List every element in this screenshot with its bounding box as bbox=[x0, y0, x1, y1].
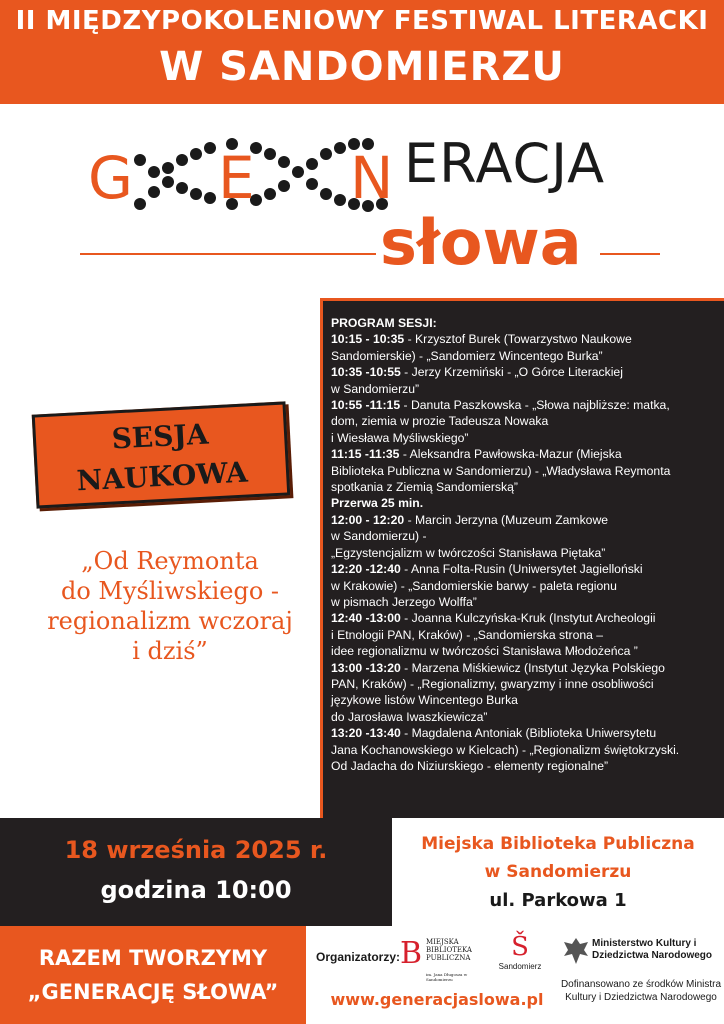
event-place bbox=[392, 818, 724, 926]
quote-line-4: i dziś” bbox=[132, 637, 208, 665]
event-info-bar bbox=[0, 818, 724, 926]
entry-time: 13:20 -13:40 bbox=[331, 726, 401, 741]
entry-text: i Etnologii PAN, Kraków) - „Sandomierska strona – bbox=[331, 627, 604, 642]
program-entry bbox=[331, 331, 716, 364]
entry-text: w Sandomierzu) - bbox=[331, 529, 427, 544]
organizers-label: Organizatorzy: bbox=[316, 950, 401, 964]
place-name-line-2: w Sandomierzu bbox=[484, 862, 632, 882]
entry-text: Sandomierskie) - „Sandomierz Wincentego Burka” bbox=[331, 348, 603, 363]
entry-text: - Magdalena Antoniak (Biblioteka Uniwersytetu bbox=[400, 726, 657, 741]
program-entry bbox=[331, 512, 716, 561]
entry-text: dom, ziemia w prozie Tadeusza Nowaka bbox=[331, 414, 549, 429]
sandomierz-logo-text: Sandomierz bbox=[498, 962, 542, 971]
entry-text: - Marzena Miśkiewicz (Instytut Języka Polskiego bbox=[400, 660, 665, 675]
logo-word-eracja: ERACJA bbox=[404, 132, 606, 195]
program-entry bbox=[331, 561, 716, 610]
sesja-naukowa-badge bbox=[32, 401, 291, 508]
festival-title: II MIĘDZYPOKOLENIOWY FESTIWAL LITERACKI bbox=[15, 6, 709, 36]
badge-line-2: NAUKOWA bbox=[75, 455, 249, 498]
program-entry bbox=[331, 610, 716, 659]
entry-text: „Egzystencjalizm w twórczości Stanisława Piętaka” bbox=[331, 545, 606, 560]
entry-time: 12:20 -12:40 bbox=[331, 562, 401, 577]
razem-line-2: „GENERACJĘ SŁOWA” bbox=[27, 980, 279, 1004]
footer bbox=[0, 926, 724, 1024]
razem-tworzymy-banner bbox=[0, 926, 306, 1024]
entry-time: 10:55 -11:15 bbox=[331, 398, 401, 413]
logo-letter-n: N bbox=[350, 144, 394, 212]
session-title-quote bbox=[20, 546, 320, 666]
ministry-name: Ministerstwo Kultury i Dziedzictwa Narodowego bbox=[592, 938, 713, 961]
program-break: Przerwa 25 min. bbox=[331, 496, 424, 511]
sandomierz-s-icon: Š bbox=[511, 932, 529, 962]
program-entry bbox=[331, 364, 716, 397]
header-banner bbox=[0, 0, 724, 104]
mbp-logo-subtext: im. Jana Długosza w Sandomierzu bbox=[426, 972, 468, 982]
program-entry bbox=[331, 397, 716, 446]
quote-line-1: „Od Reymonta bbox=[81, 547, 259, 575]
event-date: 18 września 2025 r. bbox=[64, 836, 328, 864]
entry-text: Od Jadacha do Niziurskiego - elementy regionalne” bbox=[331, 758, 609, 773]
quote-line-2: do Myśliwskiego - bbox=[60, 577, 280, 605]
mbp-b-icon: B bbox=[400, 936, 423, 971]
entry-text: Biblioteka Publiczna w Sandomierzu) - „Władysława Reymonta bbox=[331, 463, 671, 478]
entry-text: w Krakowie) - „Sandomierskie barwy - paleta regionu bbox=[331, 578, 617, 593]
program-entries-afternoon bbox=[331, 512, 716, 775]
badge-line-1: SESJA bbox=[110, 417, 210, 456]
entry-time: 11:15 -11:35 bbox=[331, 447, 400, 462]
entry-time: 10:35 -10:55 bbox=[331, 365, 401, 380]
sandomierz-logo bbox=[492, 932, 548, 984]
entry-text: - Krzysztof Burek (Towarzystwo Naukowe bbox=[404, 332, 632, 347]
program-entries-morning bbox=[331, 331, 716, 495]
festival-city: W SANDOMIERZU bbox=[159, 44, 565, 90]
event-hour: godzina 10:00 bbox=[100, 876, 292, 904]
mbp-logo bbox=[400, 934, 480, 984]
entry-time: 12:00 - 12:20 bbox=[331, 512, 405, 527]
entry-text: - Joanna Kulczyńska-Kruk (Instytut Archeologii bbox=[400, 611, 656, 626]
program-panel bbox=[320, 298, 724, 818]
entry-text: idee regionalizmu w twórczości Stanisława Młodożeńca ” bbox=[331, 644, 638, 659]
entry-text: Jana Kochanowskiego w Kielcach) - „Regionalizm świętokrzyski. bbox=[331, 742, 680, 757]
program-entry bbox=[331, 660, 716, 726]
place-name-line-1: Miejska Biblioteka Publiczna bbox=[421, 834, 695, 854]
entry-text: do Jarosława Iwaszkiewicza” bbox=[331, 709, 488, 724]
program-entry bbox=[331, 725, 716, 774]
logo-letter-g: G bbox=[88, 144, 133, 212]
entry-text: w pismach Jerzego Wolffa” bbox=[331, 594, 477, 609]
entry-text: spotkania z Ziemią Sandomierską” bbox=[331, 480, 518, 495]
entry-text: - Danuta Paszkowska - „Słowa najbliższe: matka, bbox=[400, 398, 670, 413]
entry-text: w Sandomierzu” bbox=[331, 381, 420, 396]
entry-text: i Wiesława Myśliwskiego” bbox=[331, 430, 469, 445]
program-entry bbox=[331, 446, 716, 495]
quote-line-3: regionalizm wczoraj bbox=[47, 607, 293, 635]
entry-text: językowe listów Wincentego Burka bbox=[331, 693, 518, 708]
entry-time: 12:40 -13:00 bbox=[331, 611, 401, 626]
entry-time: 13:00 -13:20 bbox=[331, 660, 401, 675]
entry-text: - Anna Folta-Rusin (Uniwersytet Jagielloński bbox=[400, 562, 643, 577]
entry-text: PAN, Kraków) - „Regionalizmy, gwaryzmy i inne osobliwości bbox=[331, 676, 654, 691]
entry-text: - Jerzy Krzemiński - „O Górce Literackiej bbox=[400, 365, 623, 380]
polish-eagle-icon bbox=[562, 936, 590, 966]
generacja-slowa-logo bbox=[80, 120, 660, 290]
logo-letter-e: E bbox=[218, 144, 255, 212]
razem-line-1: RAZEM TWORZYMY bbox=[38, 946, 268, 970]
entry-text: - Marcin Jerzyna (Muzeum Zamkowe bbox=[404, 512, 609, 527]
place-address: ul. Parkowa 1 bbox=[489, 890, 627, 911]
program-title: PROGRAM SESJI: bbox=[331, 316, 437, 330]
website-link[interactable]: www.generacjaslowa.pl bbox=[330, 990, 544, 1009]
funding-note: Dofinansowano ze środków Ministra Kultury i Dziedzictwa Narodowego bbox=[560, 979, 722, 1003]
mbp-logo-text: MIEJSKA BIBLIOTEKA PUBLICZNA bbox=[426, 938, 472, 962]
entry-text: - Aleksandra Pawłowska-Mazur (Miejska bbox=[399, 447, 622, 462]
entry-time: 10:15 - 10:35 bbox=[331, 332, 405, 347]
logo-word-slowa: słowa bbox=[380, 206, 582, 279]
